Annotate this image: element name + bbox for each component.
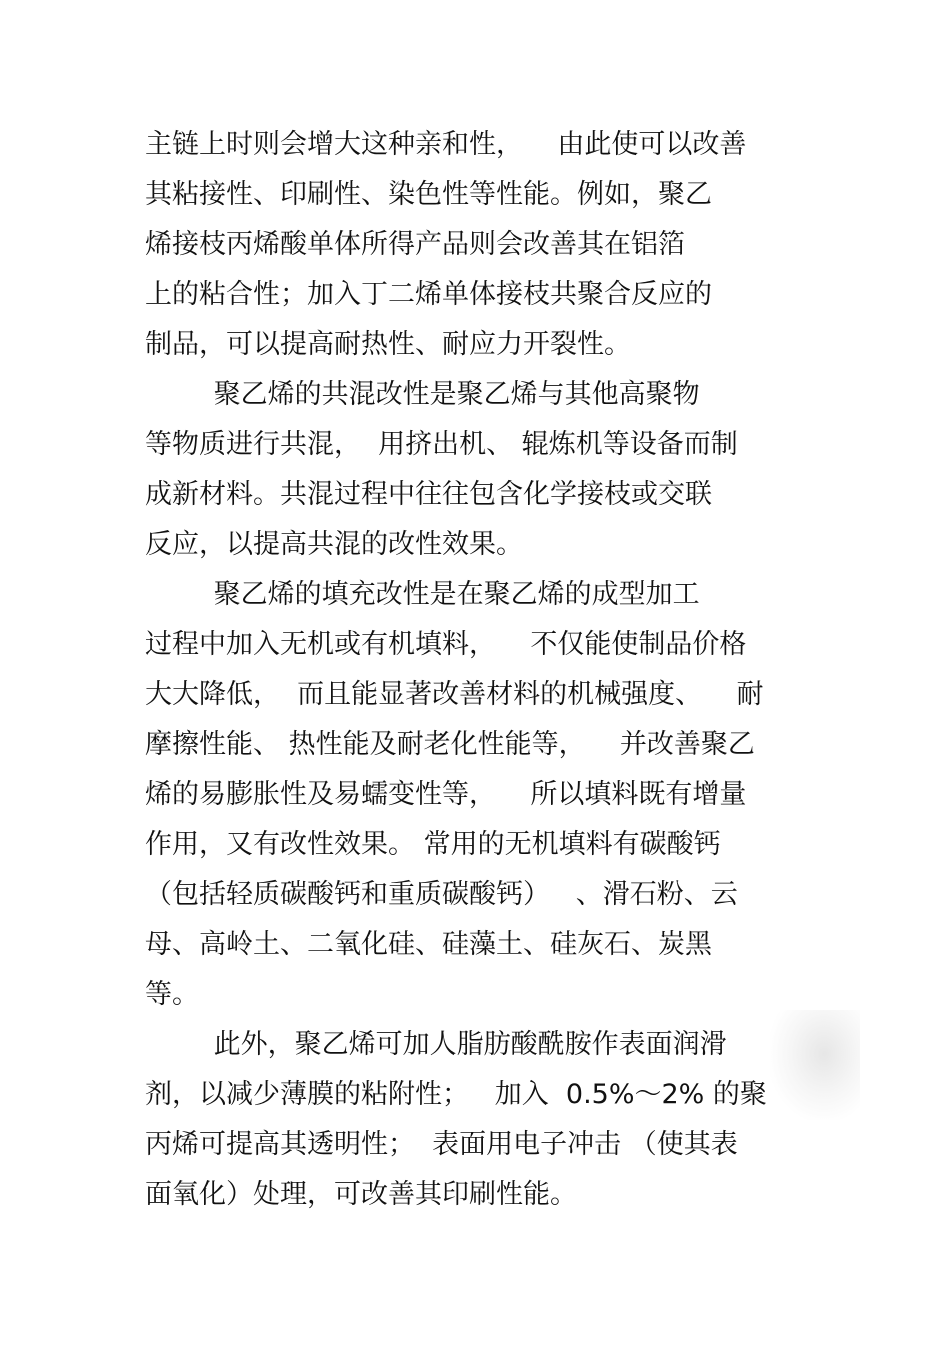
text-line-5: 制品，可以提高耐热性、耐应力开裂性。 — [145, 329, 631, 360]
text-line-16: （包括轻质碳酸钙和重质碳酸钙） 、滑石粉、云 — [145, 879, 738, 910]
text-line-11: 过程中加入无机或有机填料， 不仅能使制品价格 — [145, 629, 747, 660]
text-line-12: 大大降低， 而且能显著改善材料的机械强度、 耐 — [145, 679, 764, 710]
text-line-18: 等。 — [145, 979, 199, 1010]
text-line-10: 聚乙烯的填充改性是在聚乙烯的成型加工 — [145, 579, 700, 610]
text-line-15: 作用，又有改性效果。 常用的无机填料有碳酸钙 — [145, 829, 721, 860]
scan-smudge — [770, 1010, 860, 1120]
text-line-2: 其粘接性、印刷性、染色性等性能。例如，聚乙 — [145, 179, 712, 210]
text-line-3: 烯接枝丙烯酸单体所得产品则会改善其在铝箔 — [145, 229, 685, 260]
text-line-1: 主链上时则会增大这种亲和性， 由此使可以改善 — [145, 129, 747, 160]
text-line-4: 上的粘合性；加入丁二烯单体接枝共聚合反应的 — [145, 279, 712, 310]
text-line-17: 母、高岭土、二氧化硅、硅藻土、硅灰石、炭黑 — [145, 929, 712, 960]
text-line-19: 此外，聚乙烯可加人脂肪酸酰胺作表面润滑 — [145, 1029, 727, 1060]
text-line-14: 烯的易膨胀性及易蠕变性等， 所以填料既有增量 — [145, 779, 747, 810]
text-line-9: 反应，以提高共混的改性效果。 — [145, 529, 523, 560]
text-line-8: 成新材料。共混过程中往往包含化学接枝或交联 — [145, 479, 712, 510]
text-line-21: 丙烯可提高其透明性； 表面用电子冲击 （使其表 — [145, 1129, 738, 1160]
text-line-6: 聚乙烯的共混改性是聚乙烯与其他高聚物 — [145, 379, 700, 410]
text-line-7: 等物质进行共混， 用挤出机、 辊炼机等设备而制 — [145, 429, 738, 460]
text-line-13: 摩擦性能、 热性能及耐老化性能等， 并改善聚乙 — [145, 729, 755, 760]
text-line-22: 面氧化）处理，可改善其印刷性能。 — [145, 1179, 577, 1210]
text-line-20: 剂，以减少薄膜的粘附性； 加入 0.5%～2% 的聚 — [145, 1079, 767, 1110]
